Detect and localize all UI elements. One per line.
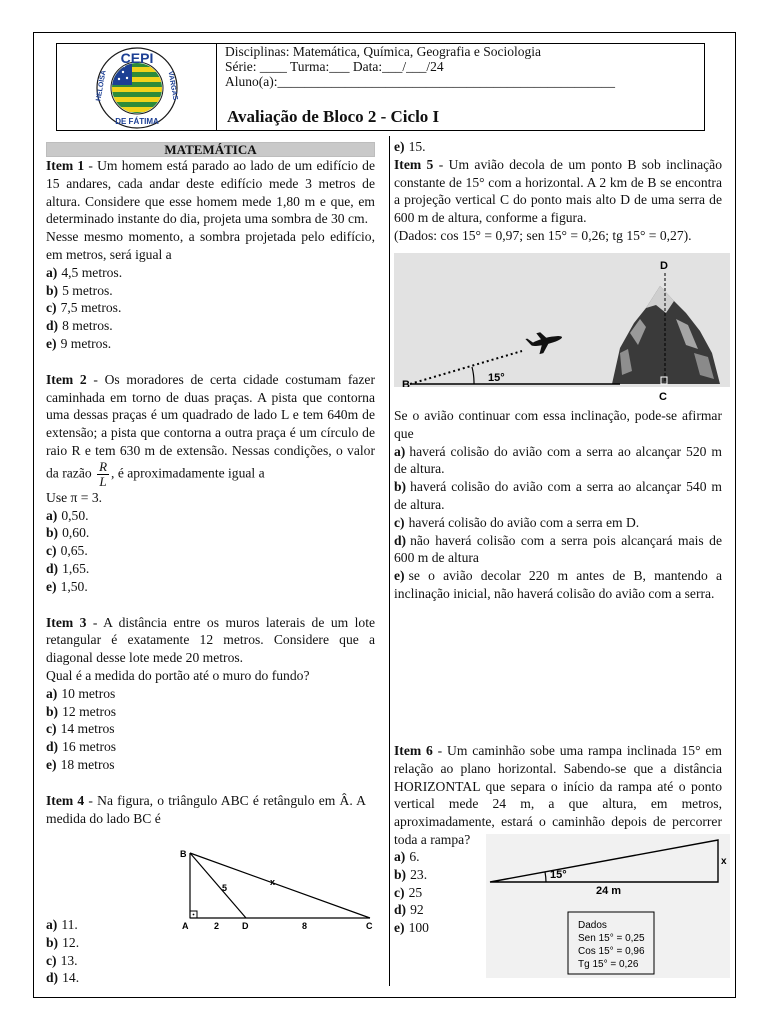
right-column-item6 — [394, 742, 722, 849]
item3-question: Qual é a medida do portão até o muro do fundo? — [46, 667, 310, 683]
option-b[interactable]: b) 23. — [394, 866, 428, 882]
item6-statement: Item 6 - Um caminhão sobe uma rampa inclinada 15° em relação ao plano horizontal. Sabendo-se que a distância HORIZONTAL que separa o início da rampa até o ponto vertical mede 24 m, a que altura, em metros, aproximadamente, estará o caminhão depois de percorrer toda a rampa? — [394, 743, 722, 847]
item5-dados: (Dados: cos 15° = 0,97; sen 15° = 0,26; tg 15° = 0,27). — [394, 227, 692, 243]
option-c[interactable]: c) 14 metros — [46, 721, 115, 737]
label-seg8: 8 — [302, 921, 308, 931]
option-a[interactable]: a) haverá colisão do avião com a serra ao alcançar 520 m de altura. — [394, 443, 722, 477]
option-b[interactable]: b) 12 metros — [46, 703, 117, 719]
item2-use-pi: Use π = 3. — [46, 489, 103, 505]
school-logo — [57, 44, 217, 130]
option-a[interactable]: a) 6. — [394, 849, 420, 864]
label-B: B — [402, 379, 410, 387]
page-title: Avaliação de Bloco 2 - Ciclo I — [227, 107, 440, 126]
option-e[interactable]: e) se o avião decolar 220 m antes de B, mantendo a inclinação inicial, não haverá colisão do avião com a serra. — [394, 568, 722, 601]
option-e[interactable]: e) 1,50. — [46, 578, 88, 594]
label-c-figure — [654, 388, 674, 404]
subject-heading: MATEMÁTICA — [46, 142, 375, 157]
option-a[interactable]: a) 4,5 metros. — [46, 264, 123, 280]
item4-option-e[interactable]: e) 15. — [394, 139, 426, 154]
option-b[interactable]: b) 0,60. — [46, 525, 90, 541]
logo-left-text: HELOÍSA — [95, 69, 108, 102]
option-c[interactable]: c) 13. — [46, 952, 78, 968]
disciplinas-line: Disciplinas: Matemática, Química, Geografia e Sociologia — [225, 44, 542, 59]
label-segx: x — [270, 877, 276, 887]
ramp-height-label: x — [721, 856, 727, 867]
item5-question: Se o avião continuar com essa inclinação, pode-se afirmar que — [394, 408, 722, 441]
option-c[interactable]: c) 25 — [394, 884, 423, 900]
item4-label: Item 4 — [46, 792, 85, 808]
option-d[interactable]: d) 16 metros — [46, 739, 117, 755]
item1-question: Nesse mesmo momento, a sombra projetada pelo edifício, em metros, será igual a — [46, 229, 375, 262]
left-column — [46, 142, 375, 827]
item5-label: Item 5 — [394, 156, 434, 172]
column-divider — [389, 136, 390, 986]
item1-label: Item 1 — [46, 158, 85, 173]
option-c[interactable]: c) 7,5 metros. — [46, 300, 122, 316]
dados-tg: Tg 15° = 0,26 — [578, 959, 639, 970]
label-seg5: 5 — [222, 883, 228, 893]
item5-statement: Item 5 - Um avião decola de um ponto B sob inclinação constante de 15° com a horizontal. A 2 km de B se encontra a projeção vertical C do ponto mais alto D de uma serra de 600 m de altura, conforme a figura. — [394, 156, 722, 226]
item2-statement: Item 2 - Os moradores de certa cidade costumam fazer caminhada em torno de duas praças. A pista que contorna uma dessas praças é um quadrado de lado L e tem 640m de extensão; a pista que contorna a outra praça é um círculo de raio R e tem 630 m de extensão. Nessas condições, o valor da razão $\frac{R}{L}$ , é aproximadamente igual a — [46, 371, 375, 489]
option-d[interactable]: d) 1,65. — [46, 560, 90, 576]
label-D: D — [242, 921, 249, 931]
item6-options — [394, 848, 474, 937]
item1-options — [46, 264, 375, 353]
label-seg2: 2 — [214, 921, 220, 931]
item4-options — [46, 916, 166, 987]
ramp-angle-label: 15° — [550, 869, 567, 881]
right-column-top — [394, 138, 722, 245]
airplane-mountain-figure — [394, 253, 730, 387]
label-C-below: C — [659, 391, 667, 403]
item4-statement: Item 4 - Na figura, o triângulo ABC é retângulo em Â. A medida do lado BC é — [46, 792, 367, 826]
option-a[interactable]: a) 0,50. — [46, 507, 89, 523]
option-b[interactable]: b) 5 metros. — [46, 282, 113, 298]
option-c[interactable]: c) 0,65. — [46, 543, 88, 559]
item2-options — [46, 507, 375, 596]
header-fields — [225, 44, 695, 89]
option-e[interactable]: e) 9 metros. — [46, 335, 112, 351]
serie-line: Série: ____ Turma:___ Data:___/___/24 — [225, 59, 444, 74]
ratio-fraction: $\frac{R}{L}$ — [99, 458, 108, 489]
aluno-line: Aluno(a):__________________________________________________ — [225, 74, 615, 89]
option-d[interactable]: d) 8 metros. — [46, 318, 113, 334]
logo-right-text: VARGAS — [166, 70, 179, 101]
logo-top-text: CEPI — [120, 50, 154, 66]
label-B: B — [180, 849, 187, 859]
option-d[interactable]: d) 14. — [46, 970, 80, 986]
option-e[interactable]: e) 18 metros — [46, 756, 115, 772]
item6-label: Item 6 — [394, 743, 433, 758]
label-C: C — [366, 921, 373, 931]
option-b[interactable]: b) 12. — [46, 934, 80, 950]
label-D: D — [660, 260, 668, 272]
option-b[interactable]: b) haverá colisão do avião com a serra ao alcançar 540 m de altura. — [394, 479, 722, 512]
logo-bottom-text: DE FÁTIMA — [115, 117, 159, 126]
dados-title: Dados — [578, 920, 607, 931]
label-A: A — [182, 921, 189, 931]
option-a[interactable]: a) 11. — [46, 917, 78, 932]
school-seal-icon — [57, 44, 217, 130]
option-d[interactable]: d) 92 — [394, 902, 424, 918]
option-d[interactable]: d) não haverá colisão com a serra pois alcançará mais de 600 m de altura — [394, 532, 722, 566]
header — [56, 43, 705, 131]
item3-label: Item 3 — [46, 614, 87, 630]
ramp-base-label: 24 m — [596, 885, 622, 897]
option-a[interactable]: a) 10 metros — [46, 685, 116, 701]
ramp-figure — [486, 834, 730, 978]
item3-statement: Item 3 - A distância entre os muros laterais de um lote retangular é exatamente 12 metros. Considere que a diagonal desse lote mede 20 metros. — [46, 614, 376, 666]
dados-sen: Sen 15° = 0,25 — [578, 933, 645, 944]
item3-options — [46, 685, 375, 774]
option-c[interactable]: c) haverá colisão do avião com a serra em D. — [394, 514, 640, 530]
triangle-abc-figure — [174, 845, 384, 935]
dados-cos: Cos 15° = 0,96 — [578, 946, 645, 957]
option-e[interactable]: e) 100 — [394, 920, 429, 936]
right-column-item5-options — [394, 407, 722, 603]
label-angle: 15° — [488, 372, 505, 384]
item2-label: Item 2 — [46, 371, 87, 387]
item1-statement: Item 1 - Um homem está parado ao lado de um edifício de 15 andares, cada andar deste edifício mede 3 metros de altura. Considere que esse homem mede 1,80 m e que, em determinado instante do dia, projeta uma sombra de 30 cm. — [46, 158, 376, 227]
